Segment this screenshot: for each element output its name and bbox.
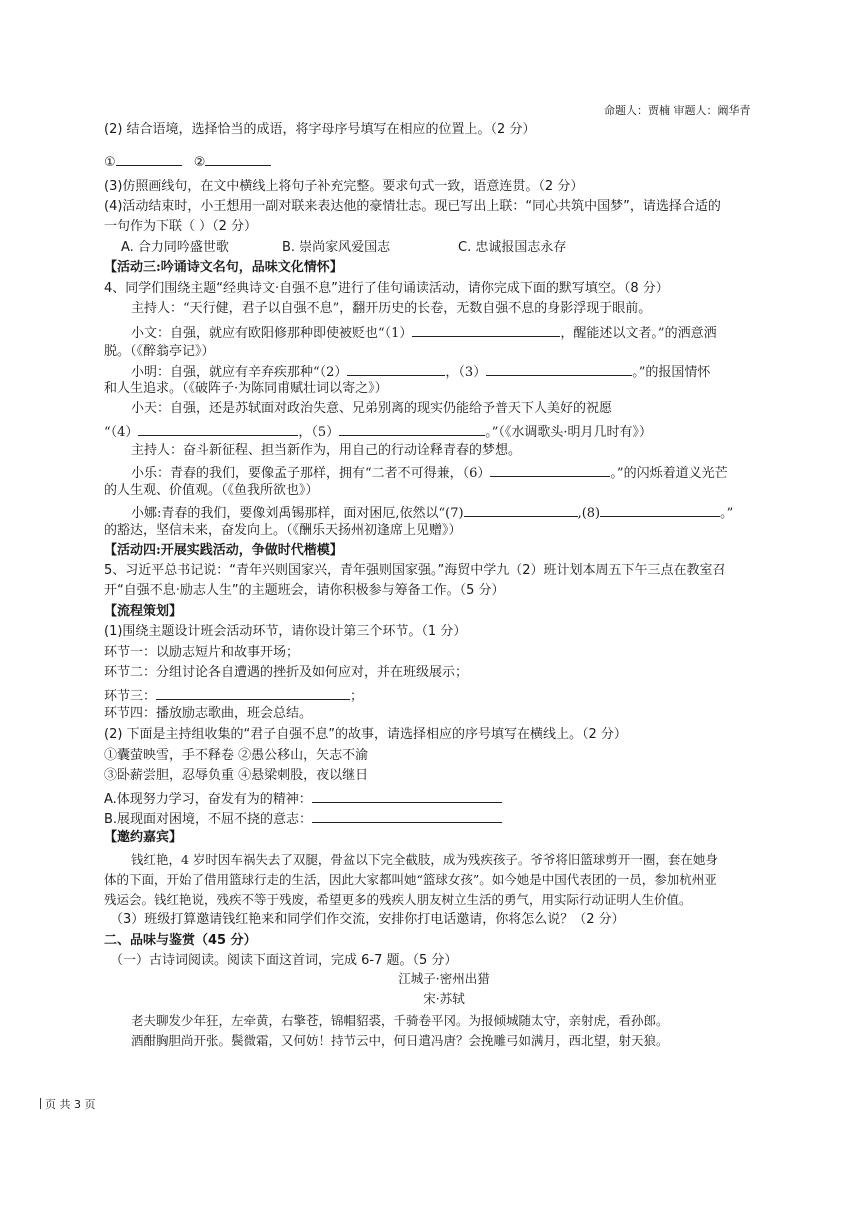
answer-b-label: B.展现面对困境，不屈不挠的意志： — [104, 812, 313, 827]
blank-2[interactable] — [347, 361, 445, 376]
xiaotian-mid: ，（5） — [298, 425, 340, 440]
answer-b-blank[interactable] — [312, 808, 502, 823]
xiaowen-source: 脱。（《醉翁亭记》） — [104, 344, 215, 359]
question-2: (2) 结合语境，选择恰当的成语，将字母序号填写在相应的位置上。（2 分） — [104, 122, 536, 137]
link-3-blank[interactable] — [156, 685, 350, 700]
stories-1-2: ①囊萤映雪，手不释卷 ②愚公移山，矢志不渝 — [104, 748, 369, 763]
link-3-label: 环节三： — [104, 689, 157, 704]
xiaoming-text: 小明：自强，就应有辛弃疾那种“（2） — [131, 365, 348, 380]
xiaona-line — [131, 502, 733, 523]
xiaona-mid: ,(8) — [577, 506, 601, 521]
link-1: 环节一：以励志短片和故事开场； — [104, 645, 300, 660]
host-line-2: 主持人：奋斗新征程、担当新作为，用自己的行动诠释青春的梦想。 — [131, 443, 522, 458]
question-3: (3)仿照画线句，在文中横线上将句子补充完整。要求句式一致，语意连贯。（2 分） — [104, 179, 584, 194]
xiaole-source: 的人生观、价值观。（《鱼我所欲也》） — [104, 483, 319, 498]
option-c: C. 忠诚报国志永存 — [458, 240, 567, 255]
poem-line-2: 酒酣胸胆尚开张。鬓微霜，又何妨！持节云中，何日遣冯唐？会挽雕弓如满月，西北望，射天狼。 — [131, 1033, 669, 1048]
poem-title: 江城子·密州出猎 — [398, 971, 490, 986]
xiaotian-blanks — [104, 421, 652, 442]
xiaowen-text: 小文：自强，就应有欧阳修那种即使被贬也“（1） — [131, 326, 413, 341]
header-authors: 命题人：贾楠 审题人：阚华青 — [604, 104, 751, 117]
sub-question-1: (1)围绕主题设计班会活动环节，请你设计第三个环节。（1 分） — [104, 624, 467, 639]
xiaole-line — [131, 462, 728, 483]
xiaona-text: 小娜:青春的我们，要像刘禹锡那样，面对困厄,依然以“(7) — [131, 506, 464, 521]
poem-author: 宋·苏轼 — [423, 991, 465, 1006]
question-4-intro: 4、同学们围绕主题“经典诗文·自强不息”进行了佳句诵读活动，请你完成下面的默写填空。（8 分） — [104, 281, 669, 296]
part-2-subheading: （一）古诗词阅读。阅读下面这首词，完成 6-7 题。（5 分） — [110, 953, 458, 968]
poem-line-1: 老夫聊发少年狂，左牵黄，右擎苍，锦帽貂裘，千骑卷平冈。为报倾城随太守，亲射虎，看孙郎。 — [131, 1013, 669, 1028]
activity-3-heading: 【活动三:吟诵诗文名句，品味文化情怀】 — [104, 260, 343, 275]
blank-6[interactable] — [490, 462, 610, 477]
xiaona-source: 的豁达，坚信未来，奋发向上。（《酬乐天扬州初逢席上见赠》） — [104, 523, 462, 538]
blank-1-line[interactable] — [116, 151, 182, 166]
blank-2-label: ② — [193, 155, 206, 170]
answer-a-label: A.体现努力学习，奋发有为的精神： — [104, 792, 312, 807]
xiaotian-line: 小天：自强，还是苏轼面对政治失意、兄弟别离的现实仍能给予普天下人美好的祝愿 — [131, 401, 613, 416]
xiaoming-end: 。”的报国情怀 — [632, 365, 711, 380]
blank-2-line[interactable] — [205, 151, 271, 166]
blank-4[interactable] — [138, 421, 298, 436]
guest-para-1: 钱红艳，4 岁时因车祸失去了双腿，骨盆以下完全截肢，成为残疾孩子。爷爷将旧篮球剪开一圈，套在她身 — [131, 852, 718, 867]
xiaoming-source: 和人生追求。（《破阵子·为陈同甫赋壮词以寄之》） — [104, 381, 388, 396]
xiaona-end: 。” — [720, 506, 734, 521]
sub-question-2: (2) 下面是主持组收集的“君子自强不息”的故事，请选择相应的序号填写在横线上。（2 分） — [104, 727, 627, 742]
footer-bar — [40, 1098, 41, 1109]
xiaoming-mid: ，（3） — [445, 365, 487, 380]
guest-para-3: 残运会。钱红艳说，残疾不等于残废，希望更多的残疾人朋友树立生活的勇气，用实际行动证明人生价值。 — [104, 892, 692, 907]
plan-heading: 【流程策划】 — [104, 604, 183, 619]
question-4-line2: 一句作为下联（ ）（2 分） — [104, 219, 258, 234]
question-5-line2: 开“自强不息·励志人生”的主题班会，请你积极参与筹备工作。（5 分） — [104, 583, 505, 598]
link-3-end: ； — [350, 689, 364, 704]
question-4-line1: (4)活动结束时，小王想用一副对联来表达他的豪情壮志。现已写出上联：“同心共筑中国梦”，请选择合适的 — [104, 199, 721, 214]
guest-heading: 【邀约嘉宾】 — [104, 830, 183, 845]
blank-7[interactable] — [464, 502, 578, 517]
footer-page — [40, 1098, 96, 1112]
answer-a-blank[interactable] — [312, 788, 502, 803]
answer-a — [104, 788, 502, 809]
question-2-blanks — [104, 151, 271, 172]
sub-question-3: （3）班级打算邀请钱红艳来和同学们作交流，安排你打电话邀请，你将怎么说？（2 分） — [110, 912, 625, 927]
guest-para-2: 体的下面，开始了借用篮球行走的生活，因此大家都叫她“篮球女孩”。如今她是中国代表团的一员，参加杭州亚 — [104, 872, 717, 887]
blank-3[interactable] — [486, 361, 632, 376]
answer-b — [104, 808, 502, 829]
xiaole-end: 。”的闪烁着道义光芒 — [610, 466, 728, 481]
stories-3-4: ③卧薪尝胆，忍辱负重 ④悬梁刺股，夜以继日 — [104, 768, 369, 783]
blank-5[interactable] — [339, 421, 485, 436]
activity-4-heading: 【活动四:开展实践活动，争做时代楷模】 — [104, 543, 343, 558]
part-2-heading: 二、品味与鉴赏（45 分） — [104, 933, 257, 948]
xiaotian-end: 。”（《水调歌头·明月几时有》） — [485, 425, 652, 440]
xiaotian-text: “（4） — [104, 425, 139, 440]
footer-page-text: 页 共 3 页 — [45, 1098, 96, 1111]
host-line-1: 主持人：“天行健，君子以自强不息”，翻开历史的长卷，无数自强不息的身影浮现于眼前。 — [131, 301, 652, 316]
xiaowen-line — [131, 322, 717, 343]
link-4: 环节四：播放励志歌曲，班会总结。 — [104, 706, 313, 721]
option-a: A. 合力同吟盛世歌 — [121, 240, 229, 255]
blank-8[interactable] — [600, 502, 720, 517]
link-3 — [104, 685, 363, 706]
option-b: B. 崇尚家风爱国志 — [282, 240, 391, 255]
blank-1[interactable] — [412, 322, 560, 337]
question-5-line1: 5、习近平总书记说：“青年兴则国家兴，青年强则国家强。”海贸中学九（2）班计划本周五下午三点在教室召 — [104, 563, 726, 578]
xiaowen-text-end: ，醒能述以文者。”的洒意洒 — [560, 326, 717, 341]
blank-1-label: ① — [104, 155, 116, 170]
xiaoming-line — [131, 361, 710, 382]
xiaole-text: 小乐：青春的我们，要像孟子那样，拥有“二者不可得兼，（6） — [131, 466, 491, 481]
link-2: 环节二：分组讨论各自遭遇的挫折及如何应对，并在班级展示； — [104, 665, 469, 680]
